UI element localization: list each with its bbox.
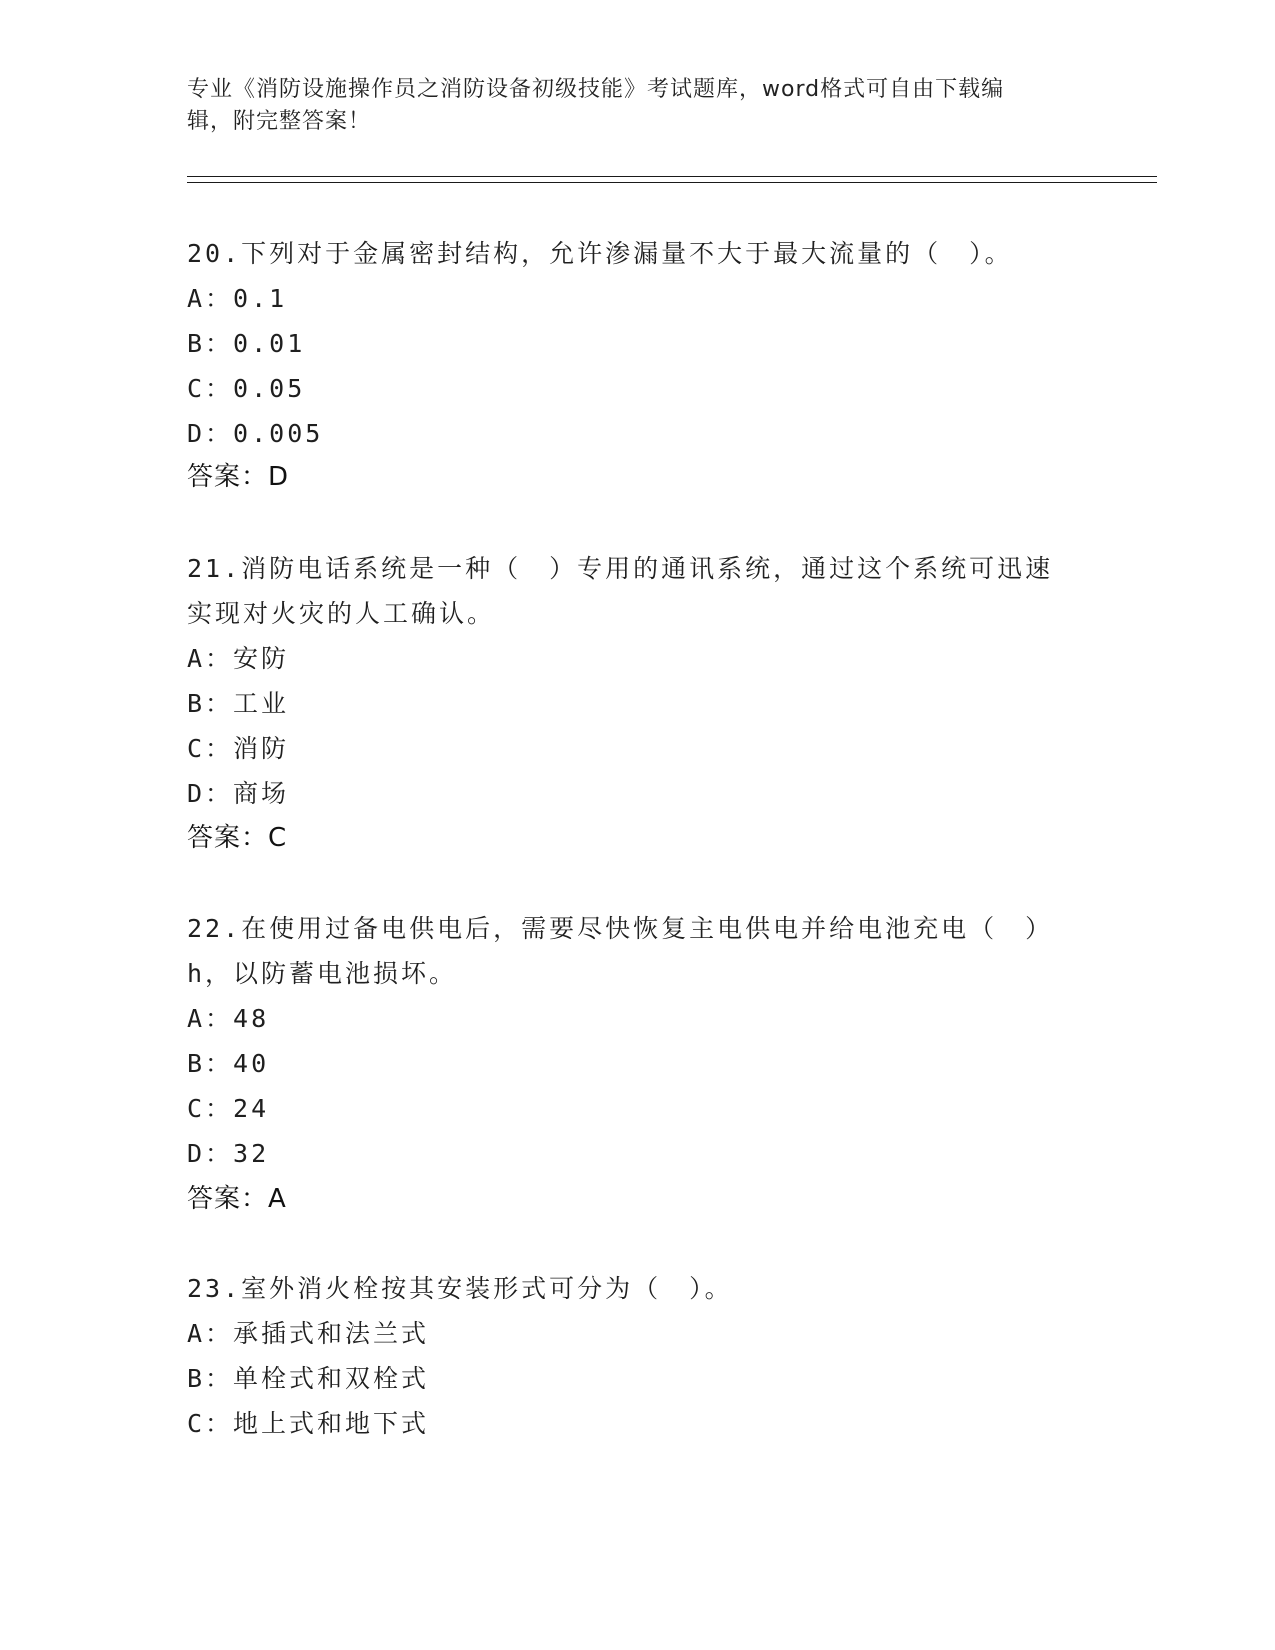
- question-stem: 20.下列对于金属密封结构，允许渗漏量不大于最大流量的（ ）。: [187, 239, 1013, 268]
- option-c: C：0.05: [187, 374, 306, 403]
- option-c: C：24: [187, 1094, 270, 1123]
- option-a: A：48: [187, 1004, 270, 1033]
- question-stem-continued: h，以防蓄电池损坏。: [187, 959, 458, 988]
- question-stem: 23.室外消火栓按其安装形式可分为（ ）。: [187, 1274, 733, 1303]
- question-stem-continued: 实现对火灾的人工确认。: [187, 599, 496, 628]
- option-a: A：安防: [187, 644, 290, 673]
- option-d: D：商场: [187, 779, 290, 808]
- option-a: A：承插式和法兰式: [187, 1319, 430, 1348]
- option-d: D：0.005: [187, 419, 324, 448]
- answer-line: 答案：A: [187, 1184, 287, 1214]
- option-b: B：40: [187, 1049, 270, 1078]
- header-line-1: 专业《消防设施操作员之消防设备初级技能》考试题库，word格式可自由下载编: [187, 77, 1005, 102]
- question-stem: 22.在使用过备电供电后，需要尽快恢复主电供电并给电池充电（ ）: [187, 914, 1054, 943]
- header-line-2: 辑，附完整答案！: [187, 109, 372, 134]
- option-c: C：消防: [187, 734, 290, 763]
- answer-line: 答案：C: [187, 823, 288, 853]
- header-divider-bottom: [187, 182, 1157, 183]
- answer-line: 答案：D: [187, 462, 290, 492]
- option-a: A：0.1: [187, 284, 288, 313]
- option-d: D：32: [187, 1139, 270, 1168]
- option-c: C：地上式和地下式: [187, 1409, 430, 1438]
- option-b: B：0.01: [187, 329, 306, 358]
- option-b: B：单栓式和双栓式: [187, 1364, 430, 1393]
- header-divider-top: [187, 176, 1157, 177]
- option-b: B：工业: [187, 689, 290, 718]
- question-stem: 21.消防电话系统是一种（ ）专用的通讯系统，通过这个系统可迅速: [187, 554, 1054, 583]
- page-header: [187, 74, 1087, 138]
